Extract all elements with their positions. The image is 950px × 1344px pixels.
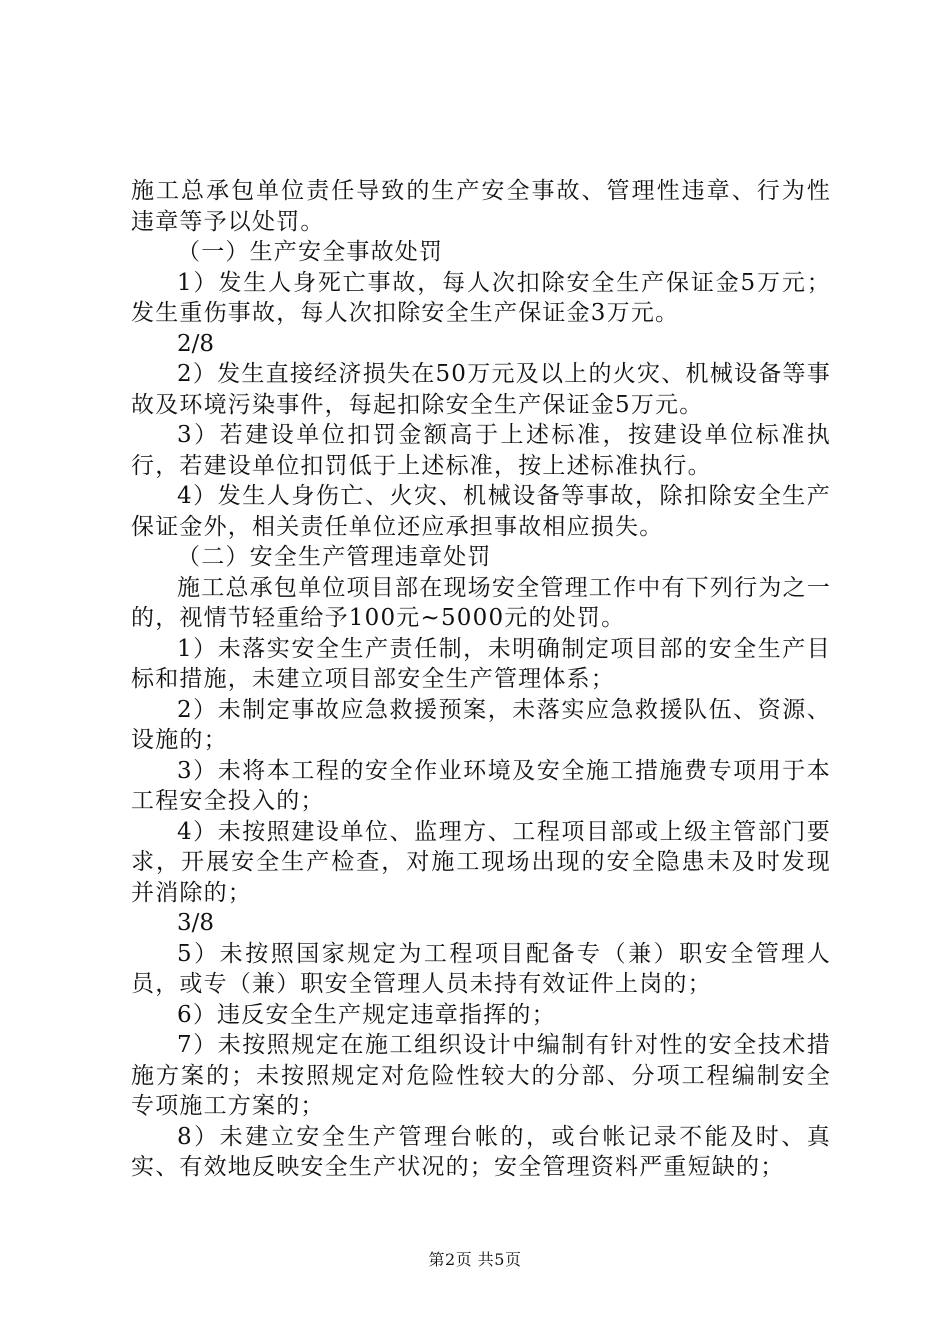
document-body (131, 176, 831, 1183)
paragraph-item: 4）发生人身伤亡、火灾、机械设备等事故，除扣除安全生产保证金外，相关责任单位还应承担事故相应损失。 (131, 483, 831, 540)
page-footer: 第2页 共5页 (428, 1250, 522, 1269)
paragraph-item: 7）未按照规定在施工组织设计中编制有针对性的安全技术措施方案的；未按照规定对危险性较大的分部、分项工程编制安全专项施工方案的； (131, 1032, 831, 1119)
paragraph-item: 1）发生人身死亡事故，每人次扣除安全生产保证金5万元；发生重伤事故，每人次扣除安全生产保证金3万元。 (131, 269, 831, 326)
paragraph-item: 6）违反安全生产规定违章指挥的； (177, 1001, 556, 1028)
page-marker: 3/8 (177, 910, 215, 936)
paragraph-item: 施工总承包单位项目部在现场安全管理工作中有下列行为之一的，视情节轻重给予100元~5000元的处罚。 (131, 574, 831, 631)
paragraph-intro: 施工总承包单位责任导致的生产安全事故、管理性违章、行为性违章等予以处罚。 (131, 178, 831, 235)
paragraph-item: 3）若建设单位扣罚金额高于上述标准，按建设单位标准执行，若建设单位扣罚低于上述标准，按上述标准执行。 (131, 422, 831, 479)
paragraph-item: 8）未建立安全生产管理台帐的，或台帐记录不能及时、真实、有效地反映安全生产状况的；安全管理资料严重短缺的； (131, 1123, 831, 1180)
paragraph-item: 5）未按照国家规定为工程项目配备专（兼）职安全管理人员，或专（兼）职安全管理人员未持有效证件上岗的； (131, 940, 831, 997)
page-marker: 2/8 (177, 330, 215, 357)
paragraph-item: 2）发生直接经济损失在50万元及以上的火灾、机械设备等事故及环境污染事件，每起扣除安全生产保证金5万元。 (131, 361, 831, 418)
section-heading-management-violation: （二）安全生产管理违章处罚 (177, 544, 492, 570)
paragraph-item: 3）未将本工程的安全作业环境及安全施工措施费专项用于本工程安全投入的； (131, 757, 831, 814)
paragraph-item: 4）未按照建设单位、监理方、工程项目部或上级主管部门要求，开展安全生产检查，对施工现场出现的安全隐患未及时发现并消除的； (131, 818, 831, 906)
section-heading-accident-penalty: （一）生产安全事故处罚 (177, 239, 444, 265)
paragraph-item: 2）未制定事故应急救援预案，未落实应急救援队伍、资源、设施的； (131, 696, 831, 753)
paragraph-item: 1）未落实安全生产责任制，未明确制定项目部的安全生产目标和措施，未建立项目部安全生产管理体系； (131, 635, 831, 692)
